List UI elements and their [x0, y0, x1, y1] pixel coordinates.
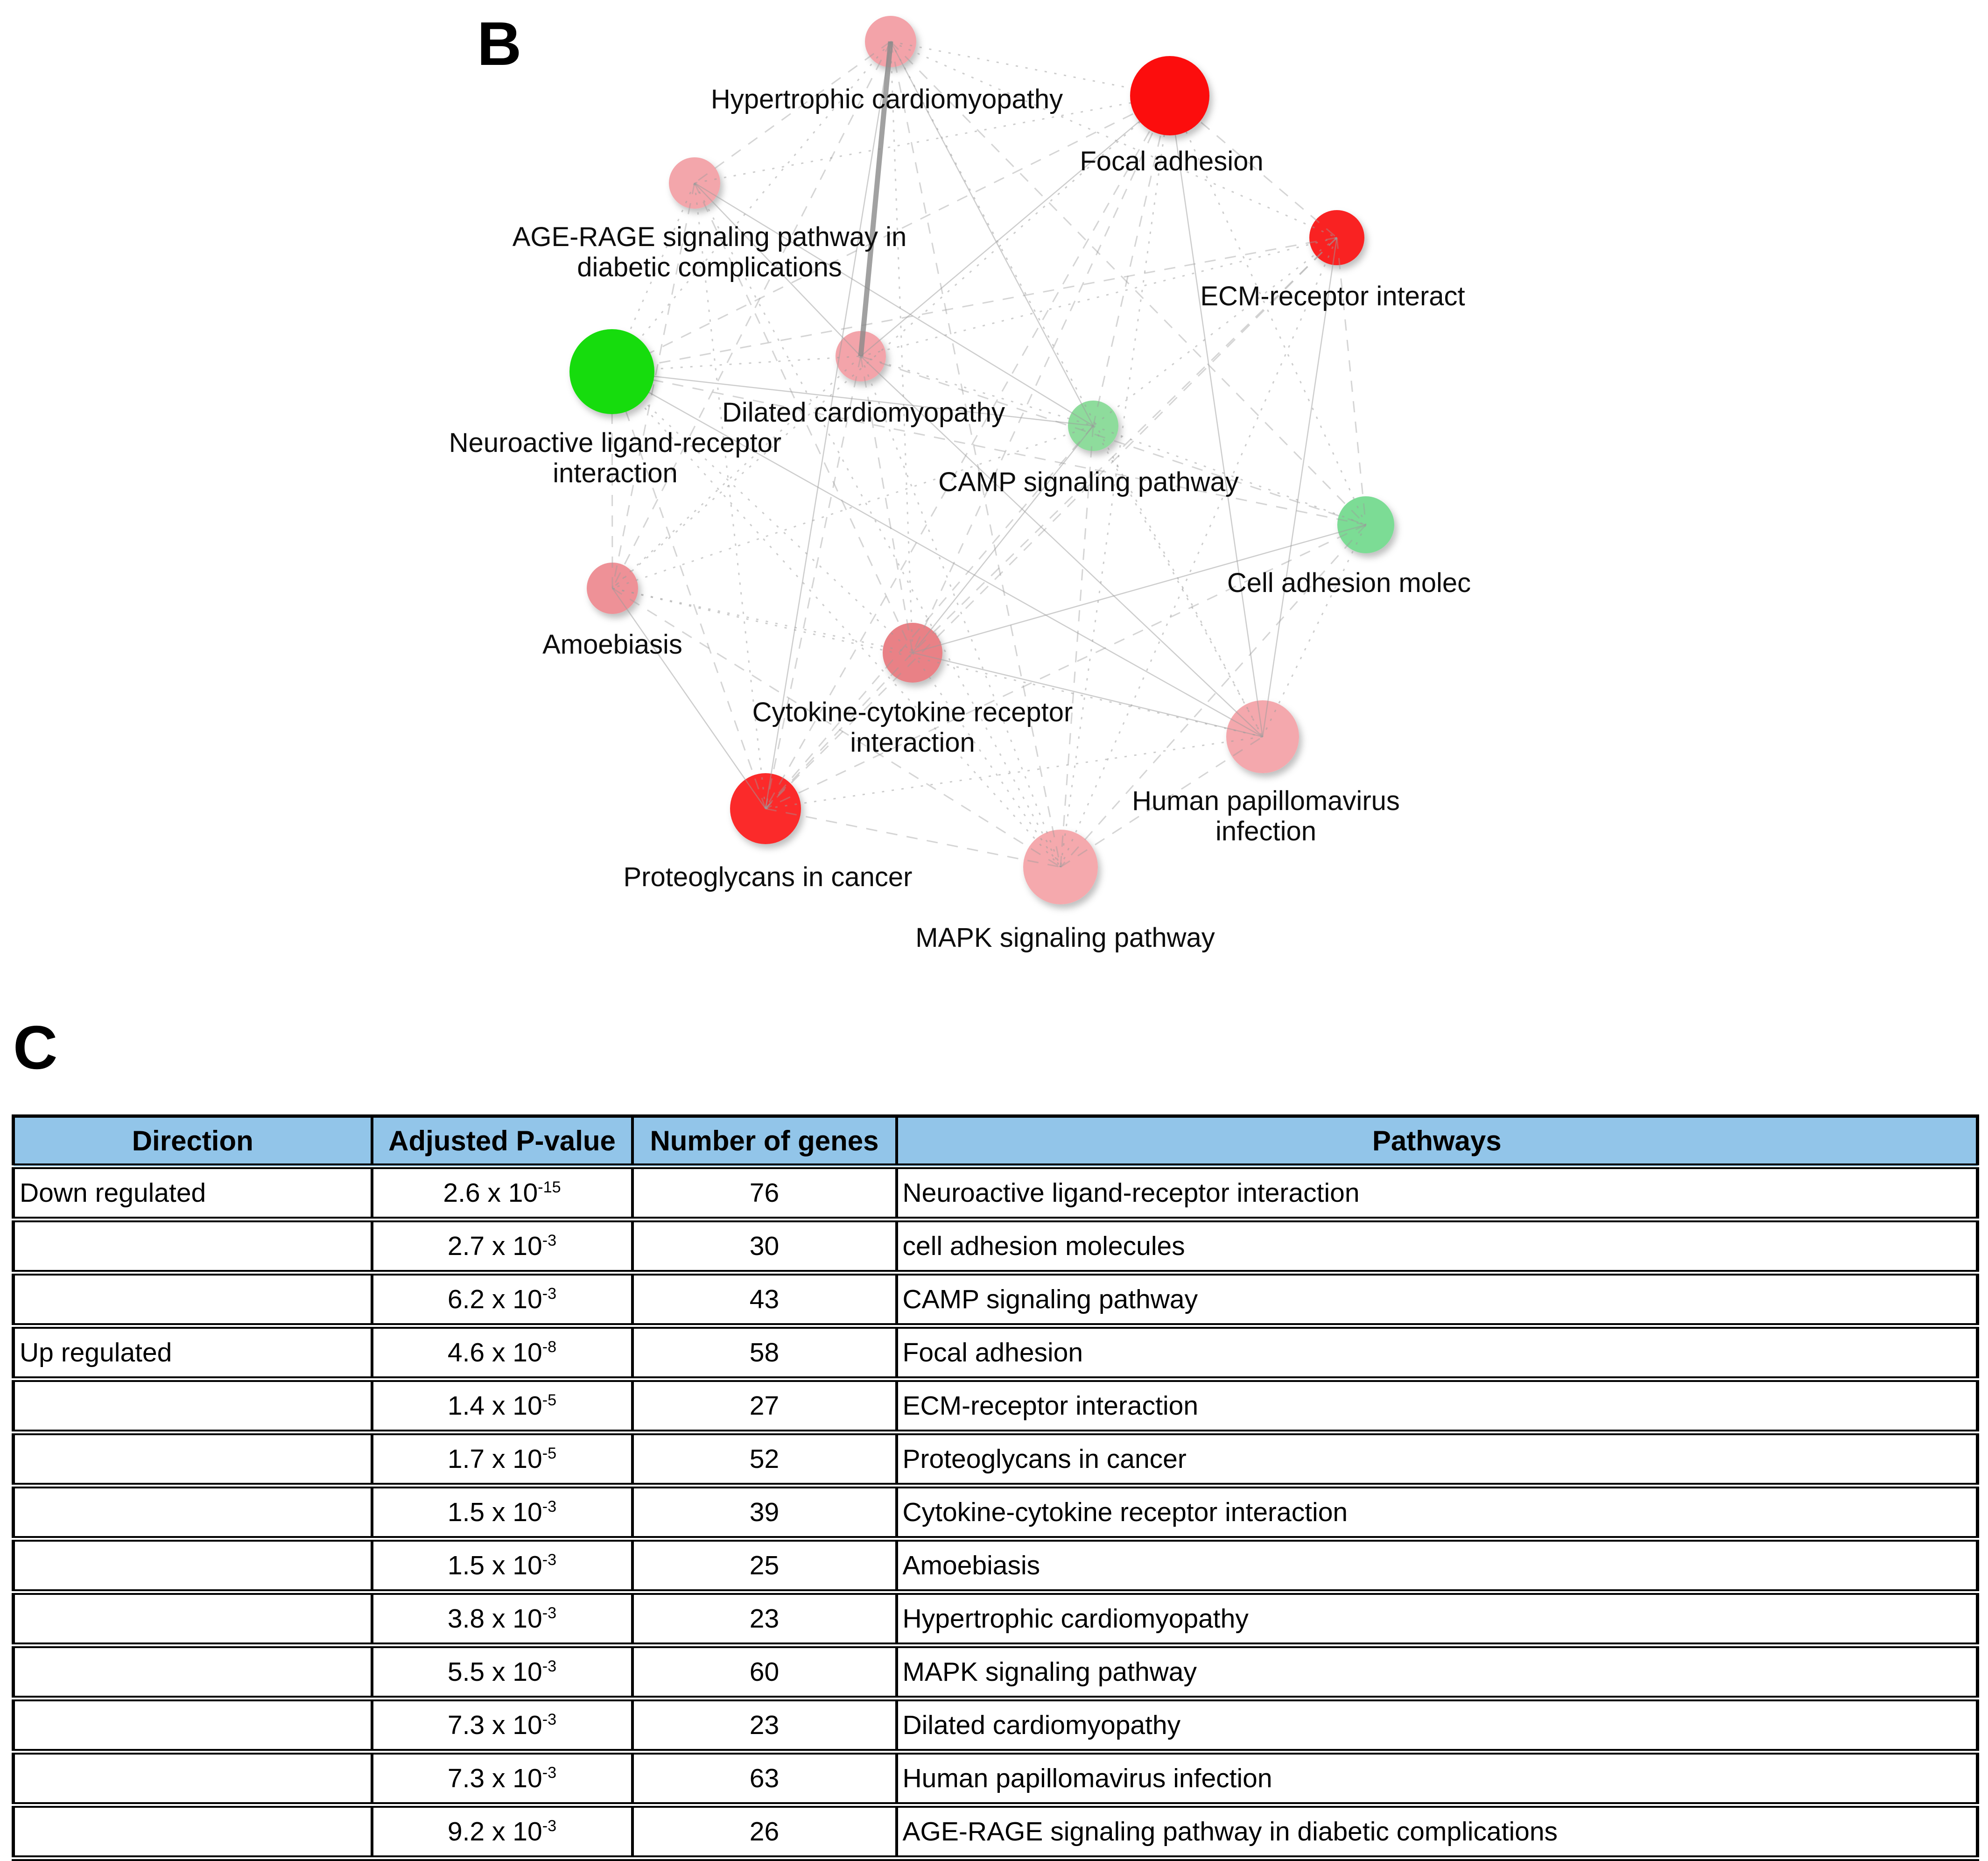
cell-direction: [14, 1752, 372, 1805]
node-label-amoebiasis: Amoebiasis: [542, 629, 682, 660]
p-value-exponent: -5: [542, 1445, 557, 1462]
cell-pathway: Proteoglycans in cancer: [897, 1432, 1978, 1486]
cell-pathway: cell adhesion molecules: [897, 1220, 1978, 1273]
cell-direction: [14, 1699, 372, 1752]
table-row: [14, 1486, 1978, 1539]
column-header-adjusted-p-value: Adjusted P-value: [372, 1116, 632, 1167]
edge-ecm-hpv: [1263, 238, 1337, 737]
cell-adjusted-p-value: 4.6 x $10^{-8}$: [372, 1326, 632, 1379]
cell-number-of-genes: 26: [632, 1805, 897, 1858]
edge-cytokine-mapk: [913, 653, 1061, 867]
node-label-cell-adhesion-molecules: Cell adhesion molec: [1227, 568, 1471, 598]
cell-adjusted-p-value: 5.5 x $10^{-3}$: [372, 1645, 632, 1699]
p-value-exponent: -3: [542, 1551, 557, 1569]
edge-fa-hpv: [1170, 96, 1263, 737]
p-value-exponent: -15: [538, 1178, 561, 1196]
table-row: [14, 1166, 1978, 1220]
table-row: [14, 1539, 1978, 1592]
cell-pathway: CAMP signaling pathway: [897, 1273, 1978, 1326]
edge-hc-cytokine: [891, 42, 913, 653]
cell-pathway: Focal adhesion: [897, 1326, 1978, 1379]
cell-adjusted-p-value: 2.6 x $10^{-15}$: [372, 1166, 632, 1220]
p-value-exponent: -3: [542, 1285, 557, 1303]
table-row: [14, 1645, 1978, 1699]
node-neuroactive-ligand-receptor: [569, 329, 654, 414]
node-label-hypertrophic-cardiomyopathy: Hypertrophic cardiomyopathy: [710, 84, 1063, 114]
edge-dilated-mapk: [861, 356, 1061, 867]
p-value-exponent: -3: [542, 1817, 557, 1835]
table-row: [14, 1379, 1978, 1432]
edge-pc-mapk: [766, 809, 1061, 867]
cell-adjusted-p-value: 1.5 x $10^{-3}$: [372, 1486, 632, 1539]
cell-adjusted-p-value: 1.5 x $10^{-3}$: [372, 1539, 632, 1592]
cell-number-of-genes: 52: [632, 1432, 897, 1486]
node-label-camp-signaling: CAMP signaling pathway: [938, 467, 1239, 497]
cell-adjusted-p-value: 2.7 x $10^{-3}$: [372, 1220, 632, 1273]
enrichment-table: [12, 1114, 1979, 1861]
cell-adjusted-p-value: 1.7 x $10^{-5}$: [372, 1432, 632, 1486]
enrichment-table-header: [14, 1116, 1978, 1167]
edge-ecm-mapk: [1061, 238, 1337, 867]
table-row: [14, 1273, 1978, 1326]
p-value-exponent: -3: [542, 1498, 557, 1516]
node-label-human-papillomavirus: Human papillomavirus infection: [1132, 786, 1400, 846]
cell-adjusted-p-value: 7.3 x $10^{-3}$: [372, 1699, 632, 1752]
cell-number-of-genes: 43: [632, 1273, 897, 1326]
cell-direction: [14, 1273, 372, 1326]
cell-pathway: AGE-RAGE signaling pathway in diabetic complications: [897, 1805, 1978, 1858]
table-row: [14, 1699, 1978, 1752]
node-label-focal-adhesion: Focal adhesion: [1080, 146, 1264, 176]
edge-fa-cytokine: [913, 96, 1170, 653]
cell-adjusted-p-value: 9.2 x $10^{-3}$: [372, 1805, 632, 1858]
cell-pathway: Dilated cardiomyopathy: [897, 1699, 1978, 1752]
table-row: [14, 1432, 1978, 1486]
p-value-exponent: -3: [542, 1764, 557, 1782]
cell-number-of-genes: 30: [632, 1220, 897, 1273]
edge-hc-ecm: [891, 42, 1337, 238]
p-value-exponent: -5: [542, 1391, 557, 1409]
node-focal-adhesion: [1130, 56, 1209, 135]
cell-adjusted-p-value: 7.3 x $10^{-3}$: [372, 1752, 632, 1805]
edge-age-camp: [695, 183, 1093, 426]
table-row: [14, 1752, 1978, 1805]
cell-pathway: MAPK signaling pathway: [897, 1645, 1978, 1699]
cell-number-of-genes: 23: [632, 1699, 897, 1752]
cell-number-of-genes: 58: [632, 1326, 897, 1379]
cell-adjusted-p-value: 3.8 x $10^{-3}$: [372, 1592, 632, 1645]
p-value-exponent: -3: [542, 1232, 557, 1249]
p-value-exponent: -3: [542, 1604, 557, 1622]
cell-number-of-genes: 60: [632, 1645, 897, 1699]
cell-direction: Down regulated: [14, 1166, 372, 1220]
panel-b-label: B: [477, 9, 522, 78]
node-label-mapk-signaling: MAPK signaling pathway: [915, 923, 1215, 953]
cell-direction: [14, 1220, 372, 1273]
node-label-dilated-cardiomyopathy: Dilated cardiomyopathy: [722, 397, 1005, 428]
table-row: [14, 1805, 1978, 1858]
table-row: [14, 1592, 1978, 1645]
cell-number-of-genes: 39: [632, 1486, 897, 1539]
cell-direction: Up regulated: [14, 1326, 372, 1379]
column-header-number-of-genes: Number of genes: [632, 1116, 897, 1167]
cell-direction: [14, 1539, 372, 1592]
column-header-pathways: Pathways: [897, 1116, 1978, 1167]
p-value-exponent: -8: [542, 1338, 557, 1356]
cell-direction: [14, 1379, 372, 1432]
cell-pathway: Hypertrophic cardiomyopathy: [897, 1592, 1978, 1645]
cell-pathway: Amoebiasis: [897, 1539, 1978, 1592]
node-label-proteoglycans-in-cancer: Proteoglycans in cancer: [623, 862, 913, 892]
cell-number-of-genes: 25: [632, 1539, 897, 1592]
cell-pathway: Human papillomavirus infection: [897, 1752, 1978, 1805]
cell-pathway: ECM-receptor interaction: [897, 1379, 1978, 1432]
node-label-age-rage-signaling: AGE-RAGE signaling pathway in diabetic complications: [512, 222, 907, 282]
cell-number-of-genes: 76: [632, 1166, 897, 1220]
cell-pathway: Cytokine-cytokine receptor interaction: [897, 1486, 1978, 1539]
node-label-cytokine-cytokine-receptor: Cytokine-cytokine receptor interaction: [752, 697, 1073, 758]
column-header-direction: Direction: [14, 1116, 372, 1167]
edge-amoebiasis-pc: [612, 588, 766, 809]
cell-number-of-genes: 63: [632, 1752, 897, 1805]
table-row: [14, 1220, 1978, 1273]
cell-number-of-genes: 23: [632, 1592, 897, 1645]
cell-direction: [14, 1645, 372, 1699]
panel-c-label: C: [13, 1013, 58, 1082]
p-value-exponent: -3: [542, 1657, 557, 1675]
table-row: [14, 1326, 1978, 1379]
cell-number-of-genes: 27: [632, 1379, 897, 1432]
edge-camp-cytokine: [913, 426, 1093, 653]
node-label-ecm-receptor-interaction: ECM-receptor interact: [1200, 281, 1465, 311]
cell-adjusted-p-value: 1.4 x $10^{-5}$: [372, 1379, 632, 1432]
cell-direction: [14, 1486, 372, 1539]
edge-hc-amoebiasis: [612, 42, 891, 588]
cell-direction: [14, 1432, 372, 1486]
p-value-exponent: -3: [542, 1711, 557, 1728]
cell-direction: [14, 1592, 372, 1645]
cell-direction: [14, 1805, 372, 1858]
cell-pathway: Neuroactive ligand-receptor interaction: [897, 1166, 1978, 1220]
node-label-neuroactive-ligand-receptor: Neuroactive ligand-receptor interaction: [449, 428, 782, 488]
cell-adjusted-p-value: 6.2 x $10^{-3}$: [372, 1273, 632, 1326]
